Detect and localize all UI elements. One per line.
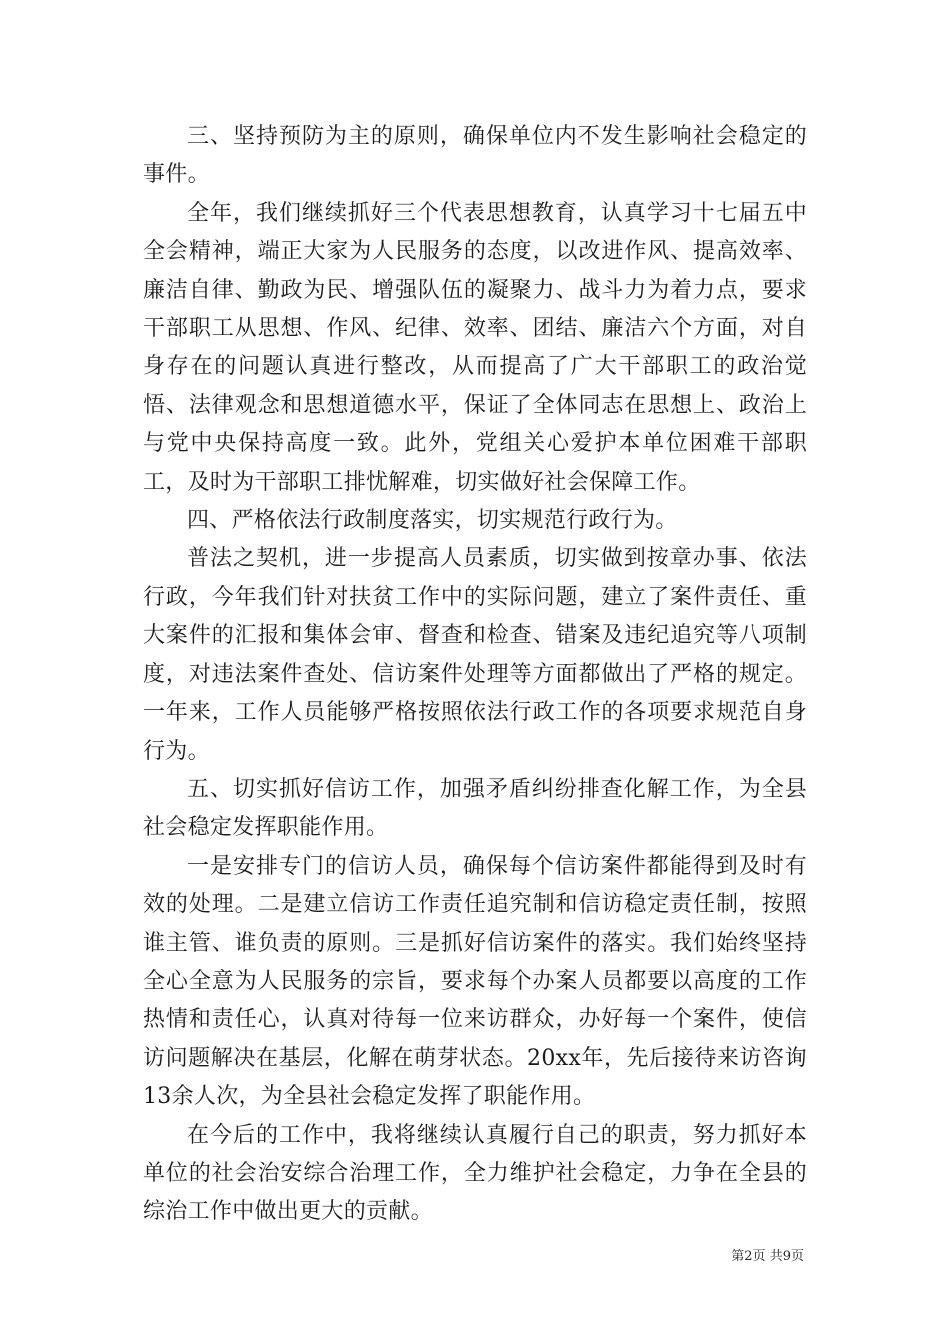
footer-suffix: 页 [790,1249,804,1264]
paragraph-petition-work: 一是安排专门的信访人员，确保每个信访案件都能得到及时有效的处理。二是建立信访工作责任追究制和信访稳定责任制，按照谁主管、谁负责的原则。三是抓好信访案件的落实。我们始终坚持全心全意为人民服务的宗旨，要求每个办案人员都要以高度的工作热情和责任心，认真对待每一位来访群众，办好每一个案件，使信访问题解决在基层，化解在萌芽状态。20xx年，先后接待来访咨询13余人次，为全县社会稳定发挥了职能作用。 [143,853,807,1110]
footer-total-pages: 9 [782,1249,791,1264]
paragraph-conclusion: 在今后的工作中，我将继续认真履行自己的职责，努力抓好本单位的社会治安综合治理工作，全力维护社会稳定，力争在全县的综治工作中做出更大的贡献。 [143,1122,807,1225]
page-number-footer [731,1248,804,1266]
footer-middle: 页 共 [752,1249,783,1264]
paragraph-section-five-heading: 五、切实抓好信访工作，加强矛盾纠纷排查化解工作，为全县社会稳定发挥职能作用。 [143,776,807,841]
footer-prefix: 第 [731,1249,745,1264]
paragraph-section-three-heading: 三、坚持预防为主的原则，确保单位内不发生影响社会稳定的事件。 [143,124,807,188]
paragraph-legal-administration: 普法之契机，进一步提高人员素质，切实做到按章办事、依法行政，今年我们针对扶贫工作中的实际问题，建立了案件责任、重大案件的汇报和集体会审、督查和检查、错案及违纪追究等八项制度，对违法案件查处、信访案件处理等方面都做出了严格的规定。一年来，工作人员能够严格按照依法行政工作的各项要求规范自身行为。 [143,546,807,764]
document-body [143,118,807,1232]
footer-current-page: 2 [744,1249,753,1264]
paragraph-ideological-education: 全年，我们继续抓好三个代表思想教育，认真学习十七届五中全会精神，端正大家为人民服务的态度，以改进作风、提高效率、廉洁自律、勤政为民、增强队伍的凝聚力、战斗力为着力点，要求干部职工从思想、作风、纪律、效率、团结、廉洁六个方面，对自身存在的问题认真进行整改，从而提高了广大干部职工的政治觉悟、法律观念和思想道德水平，保证了全体同志在思想上、政治上与党中央保持高度一致。此外，党组关心爱护本单位困难干部职工，及时为干部职工排忧解难，切实做好社会保障工作。 [143,200,807,495]
paragraph-section-four-heading: 四、严格依法行政制度落实，切实规范行政行为。 [187,508,678,534]
